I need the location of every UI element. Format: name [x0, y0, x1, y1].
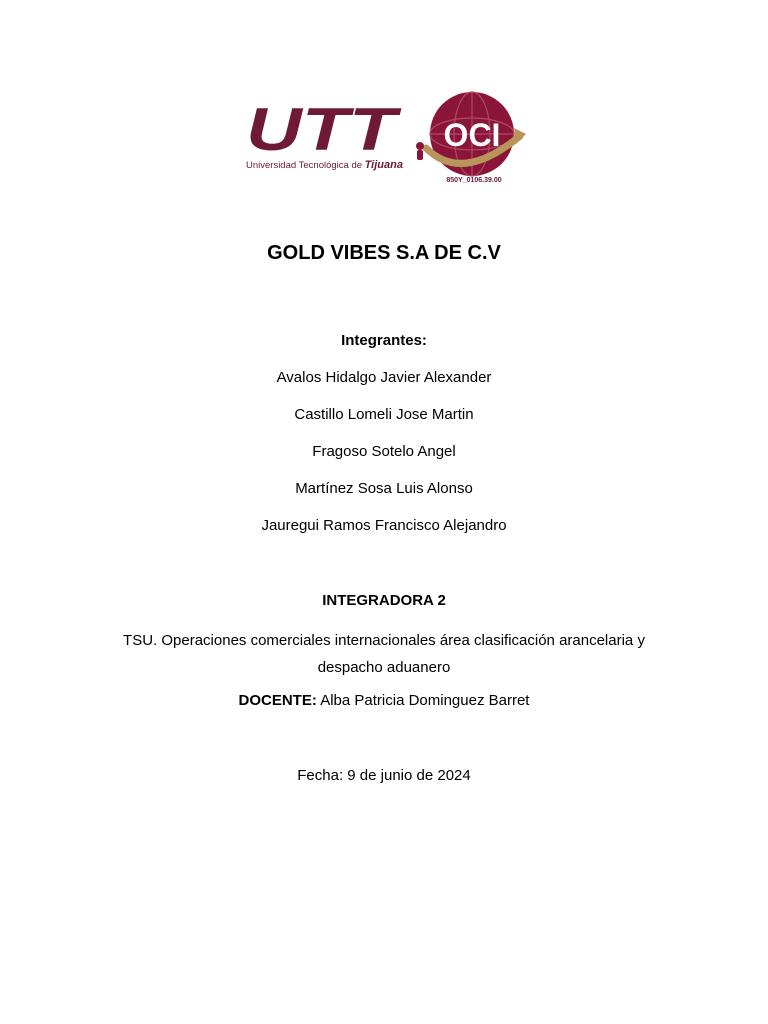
member-name: Castillo Lomeli Jose Martin — [294, 406, 474, 423]
program-description: TSU. Operaciones comerciales internacionales área clasificación arancelaria y despacho aduanero — [123, 632, 645, 676]
member-name: Jauregui Ramos Francisco Alejandro — [261, 517, 507, 534]
utt-wordmark: UTT — [246, 100, 402, 163]
document-title: GOLD VIBES S.A DE C.V — [267, 242, 501, 264]
oci-ring-text: 850Y_0106.39.00 — [446, 177, 502, 184]
utt-logo — [244, 100, 404, 172]
oci-wordmark: OCI — [443, 117, 501, 153]
oci-figure-icon — [416, 142, 424, 150]
member-name: Avalos Hidalgo Javier Alexander — [276, 369, 492, 386]
teacher-label: DOCENTE: — [238, 692, 317, 709]
oci-logo — [412, 88, 528, 186]
member-name: Fragoso Sotelo Angel — [312, 443, 456, 460]
teacher-name: Alba Patricia Dominguez Barret — [316, 692, 530, 709]
teacher-line — [0, 692, 768, 710]
members-heading: Integrantes: — [341, 332, 427, 349]
project-title: INTEGRADORA 2 — [322, 592, 446, 609]
oci-arrow-icon — [514, 128, 526, 144]
utt-subtitle: Universidad Tecnológica de Tijuana — [246, 159, 403, 171]
logo-row — [0, 88, 768, 188]
member-name: Martínez Sosa Luis Alonso — [295, 480, 473, 497]
document-date: Fecha: 9 de junio de 2024 — [297, 767, 471, 784]
